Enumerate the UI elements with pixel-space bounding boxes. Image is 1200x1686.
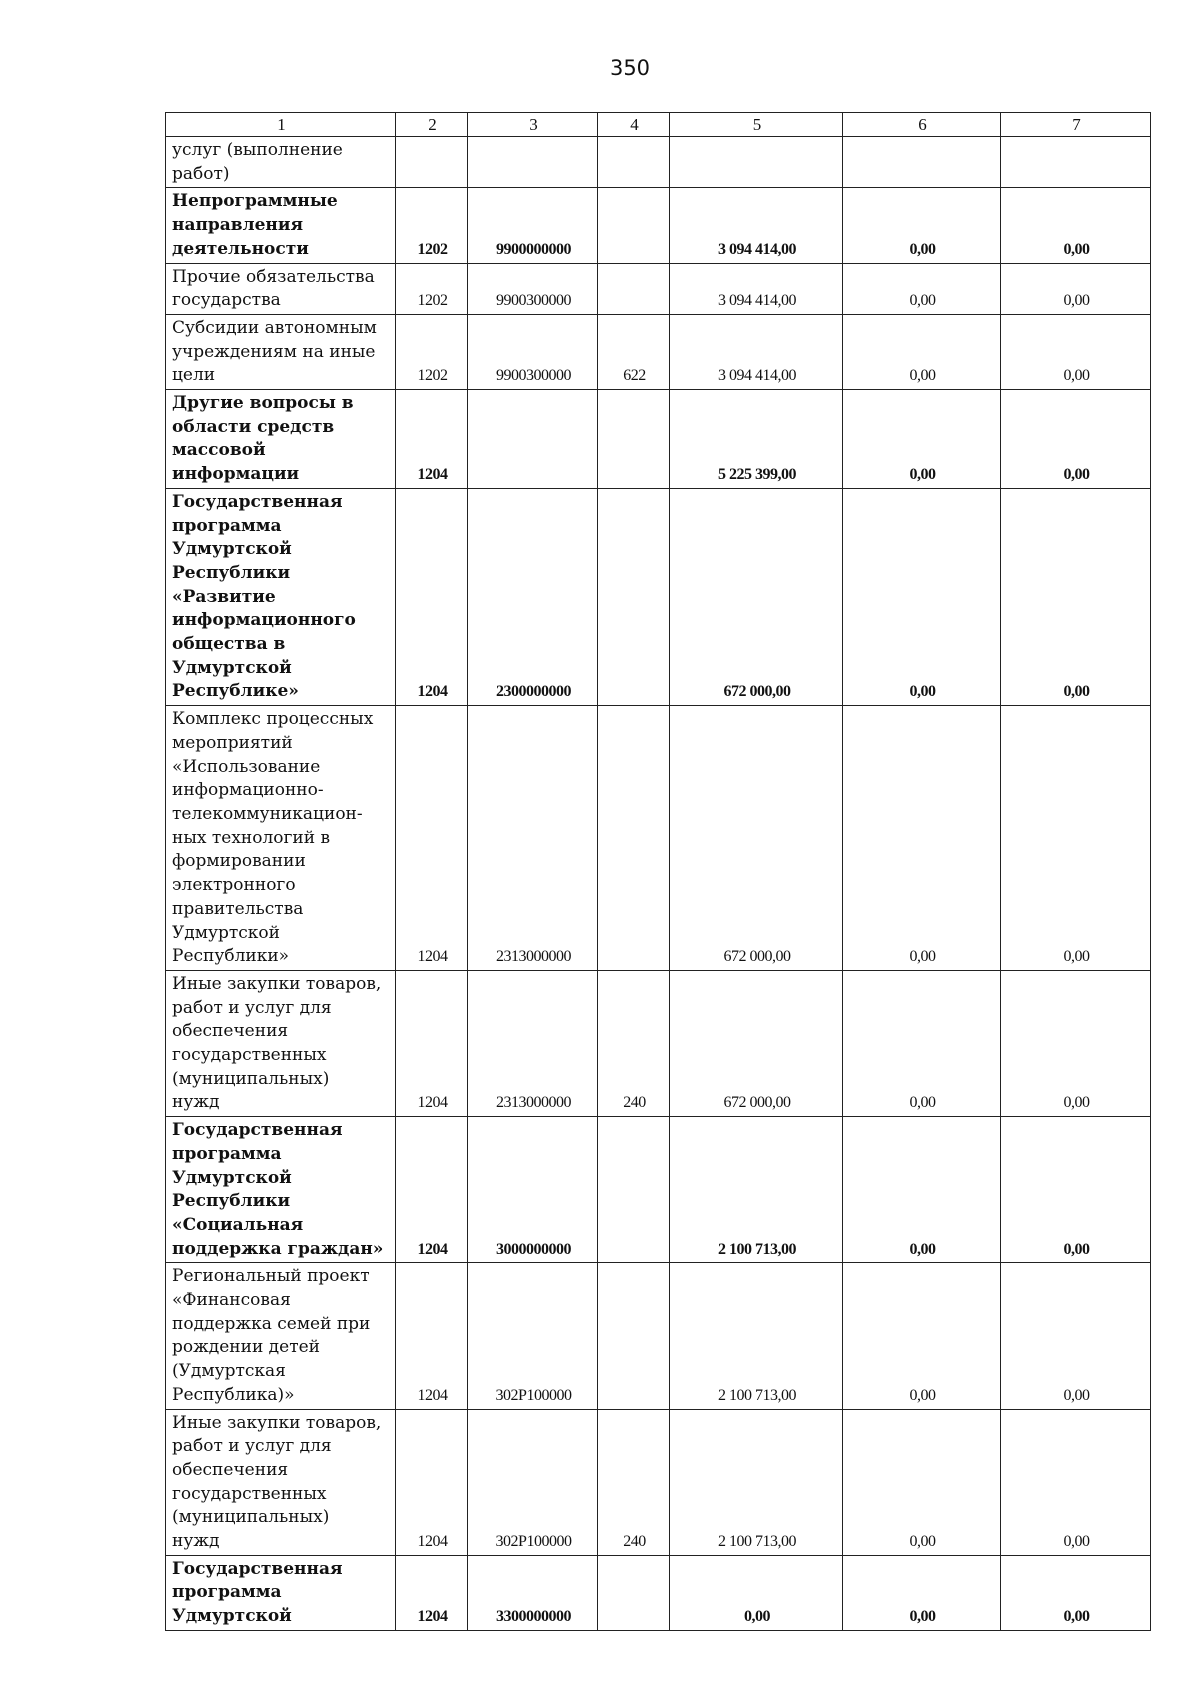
expense-type-cell	[598, 1263, 670, 1409]
target-article-cell: 3300000000	[468, 1555, 598, 1630]
amount-cell-col6: 0,00	[843, 390, 1001, 489]
section-code-cell: 1202	[396, 188, 468, 263]
row-name-line: правительства	[172, 898, 304, 919]
row-name-line: «Использование	[172, 756, 321, 777]
row-name-line: Удмуртской	[172, 922, 280, 943]
row-name-line: программа	[172, 515, 282, 536]
row-name-line: учреждениям на иные	[172, 341, 376, 362]
target-article-cell: 9900300000	[468, 314, 598, 389]
expense-type-cell	[598, 390, 670, 489]
budget-table	[165, 112, 1151, 1631]
amount-cell-col7: 0,00	[1001, 488, 1151, 705]
expense-type-cell	[598, 706, 670, 971]
section-code-cell: 1202	[396, 314, 468, 389]
row-name-line: формировании	[172, 851, 306, 872]
target-article-cell: 302P100000	[468, 1263, 598, 1409]
row-name-cell	[166, 706, 396, 971]
table-row	[166, 188, 1151, 263]
amount-cell: 3 094 414,00	[670, 263, 843, 314]
amount-cell-col6: 0,00	[843, 263, 1001, 314]
amount-cell-col6: 0,00	[843, 314, 1001, 389]
row-name-line: поддержка семей при	[172, 1313, 371, 1334]
table-row	[166, 1263, 1151, 1409]
row-name-line: работ и услуг для	[172, 997, 332, 1018]
row-name-line: государственных	[172, 1483, 327, 1504]
target-article-cell	[468, 390, 598, 489]
section-code-cell: 1204	[396, 390, 468, 489]
column-header: 1	[166, 113, 396, 137]
amount-cell-col7: 0,00	[1001, 263, 1151, 314]
row-name-line: государства	[172, 290, 281, 311]
row-name-line: работ и услуг для	[172, 1436, 332, 1457]
amount-cell-col7: 0,00	[1001, 1409, 1151, 1555]
row-name-line: рождении детей	[172, 1337, 321, 1358]
page-number: 350	[609, 56, 651, 80]
table-row	[166, 263, 1151, 314]
amount-cell-col6: 0,00	[843, 970, 1001, 1116]
row-name-line: Другие вопросы в	[172, 393, 354, 414]
section-code-cell: 1204	[396, 706, 468, 971]
expense-type-cell	[598, 188, 670, 263]
row-name-line: нужд	[172, 1531, 220, 1552]
row-name-line: государственных	[172, 1045, 327, 1066]
amount-cell-col6: 0,00	[843, 706, 1001, 971]
amount-cell: 2 100 713,00	[670, 1117, 843, 1263]
column-number-row	[166, 113, 1151, 137]
amount-cell-col7: 0,00	[1001, 970, 1151, 1116]
row-name-line: ных технологий в	[172, 827, 331, 848]
row-name-line: Государственная	[172, 1558, 343, 1579]
expense-type-cell: 240	[598, 970, 670, 1116]
amount-cell-col6: 0,00	[843, 188, 1001, 263]
amount-cell-col7: 0,00	[1001, 314, 1151, 389]
expense-type-cell	[598, 137, 670, 188]
amount-cell-col7: 0,00	[1001, 706, 1151, 971]
target-article-cell: 2313000000	[468, 970, 598, 1116]
amount-cell: 3 094 414,00	[670, 188, 843, 263]
row-name-line: Региональный проект	[172, 1266, 370, 1287]
row-name-line: общества в	[172, 634, 286, 655]
target-article-cell	[468, 137, 598, 188]
row-name-line: Республики	[172, 1191, 291, 1212]
row-name-line: телекоммуникацион-	[172, 803, 363, 824]
table-row	[166, 1117, 1151, 1263]
row-name-line: Удмуртской	[172, 1606, 292, 1627]
row-name-cell	[166, 1117, 396, 1263]
row-name-line: цели	[172, 365, 216, 386]
row-name-line: области средств	[172, 416, 335, 437]
expense-type-cell	[598, 263, 670, 314]
section-code-cell: 1204	[396, 488, 468, 705]
row-name-line: Субсидии автономным	[172, 317, 377, 338]
section-code-cell: 1204	[396, 970, 468, 1116]
row-name-cell	[166, 1409, 396, 1555]
expense-type-cell	[598, 1117, 670, 1263]
row-name-line: направления	[172, 215, 304, 236]
target-article-cell: 3000000000	[468, 1117, 598, 1263]
row-name-cell	[166, 970, 396, 1116]
target-article-cell: 2300000000	[468, 488, 598, 705]
row-name-line: программа	[172, 1143, 282, 1164]
amount-cell-col7	[1001, 137, 1151, 188]
row-name-line: Прочие обязательства	[172, 266, 375, 287]
amount-cell: 672 000,00	[670, 706, 843, 971]
amount-cell-col6: 0,00	[843, 1555, 1001, 1630]
expense-type-cell: 622	[598, 314, 670, 389]
row-name-line: Непрограммные	[172, 191, 338, 212]
row-name-line: услуг (выполнение	[172, 140, 343, 160]
row-name-line: обеспечения	[172, 1021, 289, 1042]
table-row	[166, 488, 1151, 705]
row-name-line: (муниципальных)	[172, 1507, 330, 1528]
amount-cell-col7: 0,00	[1001, 1555, 1151, 1630]
column-header: 3	[468, 113, 598, 137]
amount-cell-col6: 0,00	[843, 1409, 1001, 1555]
column-header: 7	[1001, 113, 1151, 137]
amount-cell: 0,00	[670, 1555, 843, 1630]
row-name-line: программа	[172, 1582, 282, 1603]
amount-cell-col7: 0,00	[1001, 390, 1151, 489]
amount-cell-col6: 0,00	[843, 1117, 1001, 1263]
target-article-cell: 9900300000	[468, 263, 598, 314]
row-name-line: Государственная	[172, 491, 343, 512]
row-name-cell	[166, 263, 396, 314]
section-code-cell	[396, 137, 468, 188]
amount-cell-col6	[843, 137, 1001, 188]
row-name-line: «Социальная	[172, 1214, 304, 1235]
section-code-cell: 1204	[396, 1409, 468, 1555]
column-header: 5	[670, 113, 843, 137]
expense-type-cell	[598, 488, 670, 705]
amount-cell	[670, 137, 843, 188]
row-name-line: Комплекс процессных	[172, 709, 374, 730]
row-name-line: Удмуртской	[172, 539, 292, 560]
row-name-line: Иные закупки товаров,	[172, 973, 382, 994]
row-name-cell	[166, 188, 396, 263]
column-header: 4	[598, 113, 670, 137]
row-name-line: мероприятий	[172, 732, 293, 753]
row-name-cell	[166, 137, 396, 188]
row-name-line: Удмуртской	[172, 1167, 292, 1188]
row-name-line: Республика)»	[172, 1384, 295, 1405]
amount-cell-col7: 0,00	[1001, 1263, 1151, 1409]
amount-cell: 672 000,00	[670, 970, 843, 1116]
section-code-cell: 1204	[396, 1263, 468, 1409]
row-name-line: «Развитие	[172, 586, 276, 607]
column-header: 2	[396, 113, 468, 137]
row-name-line: электронного	[172, 875, 296, 896]
row-name-cell	[166, 1263, 396, 1409]
row-name-line: работ)	[172, 163, 230, 184]
row-name-line: Иные закупки товаров,	[172, 1412, 382, 1433]
row-name-line: информации	[172, 464, 300, 485]
row-name-line: деятельности	[172, 238, 309, 259]
expense-type-cell	[598, 1555, 670, 1630]
row-name-line: (Удмуртская	[172, 1361, 286, 1382]
row-name-cell	[166, 488, 396, 705]
row-name-line: Республики	[172, 562, 291, 583]
amount-cell: 2 100 713,00	[670, 1263, 843, 1409]
table-row	[166, 706, 1151, 971]
row-name-line: «Финансовая	[172, 1290, 291, 1311]
table-row	[166, 1409, 1151, 1555]
target-article-cell: 302P100000	[468, 1409, 598, 1555]
amount-cell: 2 100 713,00	[670, 1409, 843, 1555]
row-name-line: (муниципальных)	[172, 1068, 330, 1089]
table-row	[166, 390, 1151, 489]
table-row	[166, 1555, 1151, 1630]
column-header: 6	[843, 113, 1001, 137]
amount-cell-col6: 0,00	[843, 1263, 1001, 1409]
target-article-cell: 2313000000	[468, 706, 598, 971]
row-name-line: Республике»	[172, 681, 299, 702]
amount-cell: 3 094 414,00	[670, 314, 843, 389]
row-name-line: Удмуртской	[172, 657, 292, 678]
expense-type-cell: 240	[598, 1409, 670, 1555]
section-code-cell: 1204	[396, 1117, 468, 1263]
row-name-line: массовой	[172, 440, 266, 461]
table-row	[166, 970, 1151, 1116]
row-name-cell	[166, 1555, 396, 1630]
row-name-cell	[166, 314, 396, 389]
row-name-line: Государственная	[172, 1120, 343, 1141]
row-name-line: Республики»	[172, 946, 290, 967]
row-name-line: информационно-	[172, 780, 324, 801]
row-name-line: обеспечения	[172, 1459, 289, 1480]
section-code-cell: 1204	[396, 1555, 468, 1630]
amount-cell: 672 000,00	[670, 488, 843, 705]
table-row	[166, 314, 1151, 389]
amount-cell-col7: 0,00	[1001, 1117, 1151, 1263]
target-article-cell: 9900000000	[468, 188, 598, 263]
amount-cell-col6: 0,00	[843, 488, 1001, 705]
amount-cell-col7: 0,00	[1001, 188, 1151, 263]
row-name-line: информационного	[172, 610, 356, 631]
row-name-line: поддержка граждан»	[172, 1238, 384, 1259]
row-name-cell	[166, 390, 396, 489]
row-name-line: нужд	[172, 1092, 220, 1113]
amount-cell: 5 225 399,00	[670, 390, 843, 489]
table-row	[166, 137, 1151, 188]
section-code-cell: 1202	[396, 263, 468, 314]
